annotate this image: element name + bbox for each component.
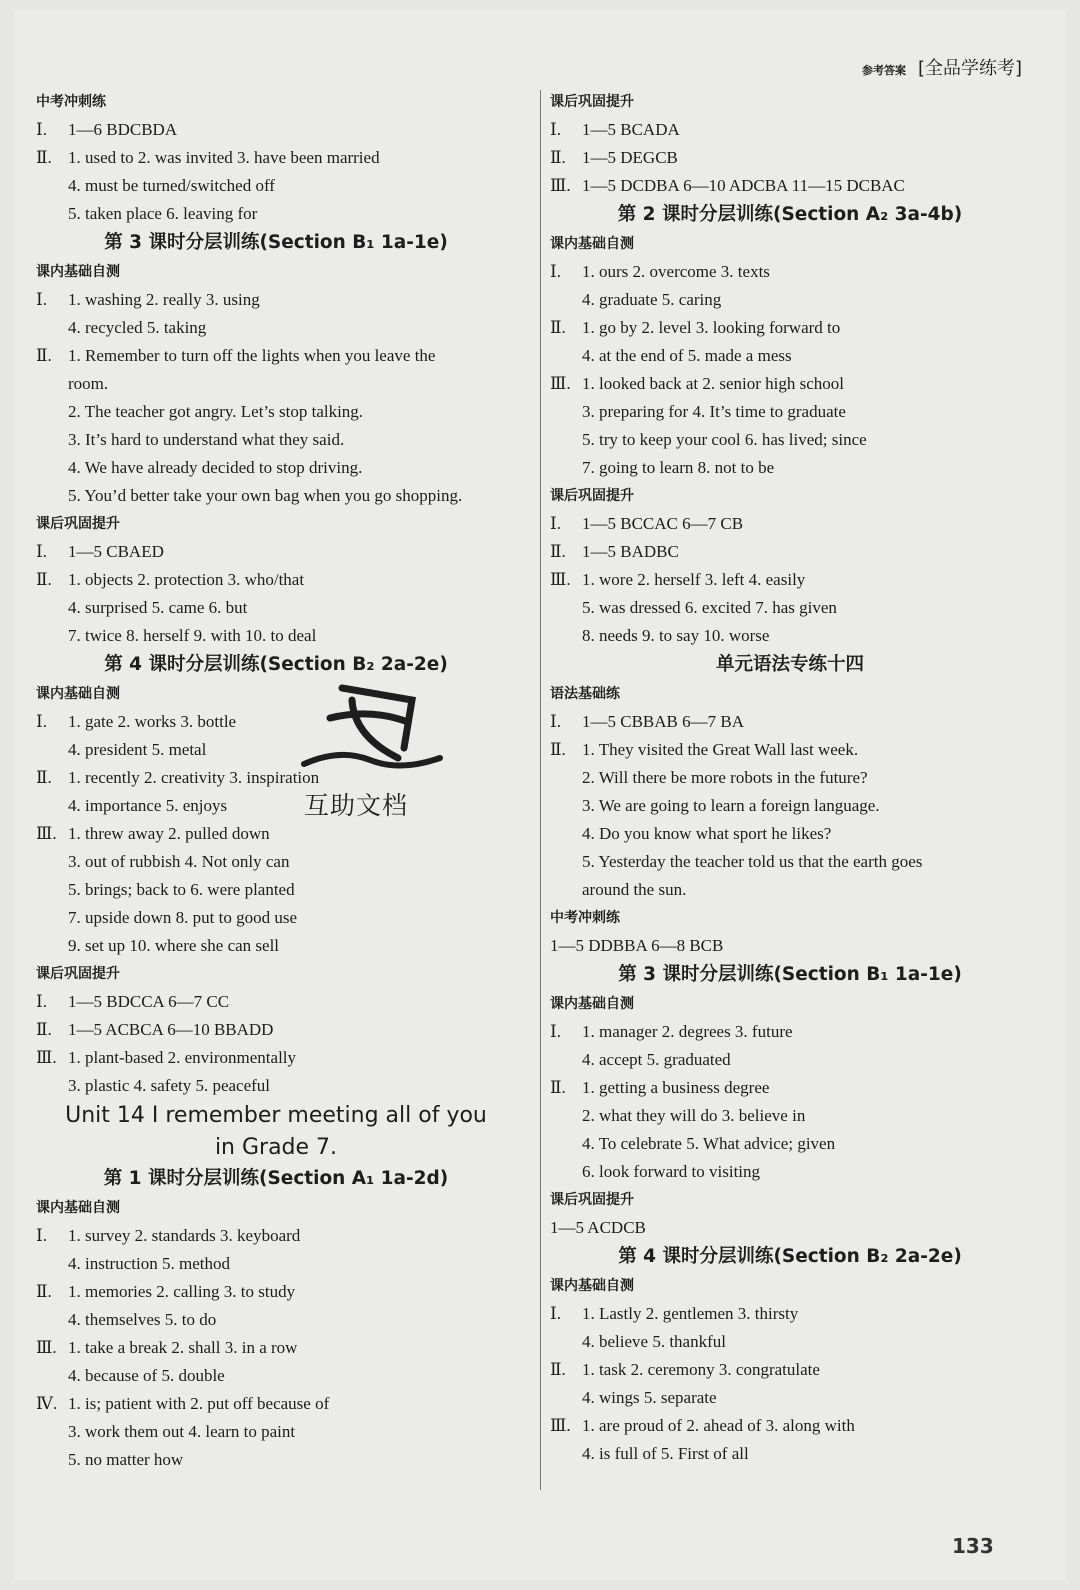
section-heading — [550, 1186, 1030, 1214]
question-number: Ⅱ. — [36, 570, 52, 589]
answer-line — [36, 1222, 516, 1250]
answer-line — [36, 1306, 516, 1334]
question-number: Ⅱ. — [550, 148, 566, 167]
line-text: 1. are proud of 2. ahead of 3. along with — [582, 1416, 855, 1435]
answer-line — [550, 286, 1030, 314]
line-text: 课后巩固提升 — [550, 94, 634, 110]
answer-line — [36, 1250, 516, 1278]
line-text: 1—5 ACDCB — [550, 1218, 646, 1237]
line-text: 1. is; patient with 2. put off because of — [68, 1394, 330, 1413]
line-text: 1—5 DEGCB — [582, 148, 678, 167]
line-text: 1. gate 2. works 3. bottle — [68, 712, 237, 731]
answer-line — [36, 820, 516, 848]
answer-line — [36, 932, 516, 960]
answer-line — [550, 622, 1030, 650]
question-number: Ⅳ. — [36, 1394, 58, 1413]
line-text: 6. look forward to visiting — [582, 1162, 761, 1181]
line-text: 1. washing 2. really 3. using — [68, 290, 260, 309]
line-text: 7. twice 8. herself 9. with 10. to deal — [68, 626, 317, 645]
line-text: 7. upside down 8. put to good use — [68, 908, 298, 927]
answer-line — [36, 1418, 516, 1446]
answer-line — [36, 454, 516, 482]
answer-line — [550, 876, 1030, 904]
line-text: 1. used to 2. was invited 3. have been married — [68, 148, 380, 167]
line-text: 1. plant-based 2. environmentally — [68, 1048, 297, 1067]
line-text: 2. what they will do 3. believe in — [582, 1106, 806, 1125]
answer-line — [550, 594, 1030, 622]
answer-line — [550, 792, 1030, 820]
answer-line — [550, 116, 1030, 144]
question-number: Ⅱ. — [550, 542, 566, 561]
line-text: 1—5 BDCCA 6—7 CC — [68, 992, 230, 1011]
section-heading — [36, 960, 516, 988]
line-text: 1. objects 2. protection 3. who/that — [68, 570, 305, 589]
line-text: 4. graduate 5. caring — [582, 290, 722, 309]
answer-line — [36, 426, 516, 454]
section-heading — [550, 904, 1030, 932]
question-number: Ⅱ. — [36, 1282, 52, 1301]
answer-line — [36, 876, 516, 904]
answer-line — [36, 342, 516, 370]
answer-line — [550, 398, 1030, 426]
answer-line — [550, 1412, 1030, 1440]
question-number: Ⅱ. — [550, 318, 566, 337]
question-number: Ⅱ. — [550, 740, 566, 759]
answer-line — [36, 1446, 516, 1474]
line-text: 课内基础自测 — [36, 1200, 120, 1216]
section-heading — [36, 88, 516, 116]
answer-page — [14, 10, 1066, 1580]
unit-title — [36, 1100, 516, 1132]
line-text: 1—5 ACBCA 6—10 BBADD — [68, 1020, 274, 1039]
line-text: 课后巩固提升 — [550, 488, 634, 504]
answer-line — [550, 370, 1030, 398]
answer-line — [550, 820, 1030, 848]
line-text: 1—5 CBAED — [68, 542, 164, 561]
answer-line — [36, 200, 516, 228]
question-number: Ⅲ. — [550, 176, 571, 195]
lesson-title — [550, 200, 1030, 230]
line-text: 4. importance 5. enjoys — [68, 796, 228, 815]
answer-line — [550, 1046, 1030, 1074]
line-text: 5. brings; back to 6. were planted — [68, 880, 295, 899]
answer-line — [550, 144, 1030, 172]
answer-line — [36, 594, 516, 622]
line-text: 课内基础自测 — [550, 996, 634, 1012]
line-text: 4. surprised 5. came 6. but — [68, 598, 248, 617]
line-text: 4. must be turned/switched off — [68, 176, 275, 195]
line-text: 4. believe 5. thankful — [582, 1332, 726, 1351]
question-number: Ⅰ. — [550, 514, 561, 533]
answer-line — [550, 538, 1030, 566]
line-text: 5. taken place 6. leaving for — [68, 204, 258, 223]
line-text: 4. is full of 5. First of all — [582, 1444, 749, 1463]
line-text: 第 4 课时分层训练(Section B₂ 2a-2e) — [104, 654, 448, 675]
question-number: Ⅲ. — [550, 570, 571, 589]
page-header — [862, 54, 1022, 80]
answer-line — [36, 144, 516, 172]
answer-line — [36, 370, 516, 398]
line-text: 4. recycled 5. taking — [68, 318, 207, 337]
section-heading — [550, 482, 1030, 510]
line-text: 1. threw away 2. pulled down — [68, 824, 270, 843]
line-text: 1. go by 2. level 3. looking forward to — [582, 318, 841, 337]
question-number: Ⅰ. — [36, 290, 47, 309]
line-text: 4. because of 5. double — [68, 1366, 225, 1385]
section-heading — [36, 510, 516, 538]
question-number: Ⅲ. — [36, 824, 57, 843]
answer-line — [550, 1384, 1030, 1412]
line-text: 1. manager 2. degrees 3. future — [582, 1022, 793, 1041]
answer-line — [36, 848, 516, 876]
column-divider — [540, 90, 541, 1490]
answer-line — [36, 1334, 516, 1362]
line-text: 4. wings 5. separate — [582, 1388, 717, 1407]
question-number: Ⅲ. — [36, 1048, 57, 1067]
line-text: 第 3 课时分层训练(Section B₁ 1a-1e) — [104, 232, 448, 253]
lesson-title — [36, 650, 516, 680]
answer-line — [550, 932, 1030, 960]
answer-line — [36, 314, 516, 342]
line-text: 3. It’s hard to understand what they said. — [68, 430, 345, 449]
lesson-title — [550, 960, 1030, 990]
question-number: Ⅰ. — [550, 120, 561, 139]
lesson-title — [36, 228, 516, 258]
line-text: 第 2 课时分层训练(Section A₂ 3a-4b) — [617, 204, 963, 225]
answer-line — [550, 764, 1030, 792]
answer-line — [550, 736, 1030, 764]
question-number: Ⅲ. — [550, 1416, 571, 1435]
line-text: 1. take a break 2. shall 3. in a row — [68, 1338, 298, 1357]
line-text: 课内基础自测 — [550, 1278, 634, 1294]
answer-line — [550, 1130, 1030, 1158]
line-text: 3. plastic 4. safety 5. peaceful — [68, 1076, 271, 1095]
line-text: 4. To celebrate 5. What advice; given — [582, 1134, 836, 1153]
answer-line — [550, 1074, 1030, 1102]
line-text: 4. president 5. metal — [68, 740, 207, 759]
question-number: Ⅱ. — [550, 1078, 566, 1097]
section-heading — [550, 990, 1030, 1018]
answer-line — [550, 1102, 1030, 1130]
answer-line — [36, 1016, 516, 1044]
line-text: 单元语法专练十四 — [715, 654, 864, 675]
line-text: 4. accept 5. graduated — [582, 1050, 731, 1069]
answer-line — [550, 566, 1030, 594]
line-text: 4. at the end of 5. made a mess — [582, 346, 792, 365]
watermark-logo — [300, 678, 450, 818]
watermark-text: 互助文档 — [304, 791, 409, 820]
line-text: 1—5 DCDBA 6—10 ADCBA 11—15 DCBAC — [582, 176, 905, 195]
answer-line — [550, 708, 1030, 736]
line-text: 1. ours 2. overcome 3. texts — [582, 262, 770, 281]
line-text: 1. Lastly 2. gentlemen 3. thirsty — [582, 1304, 799, 1323]
answer-line — [36, 904, 516, 932]
answer-line — [550, 848, 1030, 876]
line-text: 5. no matter how — [68, 1450, 184, 1469]
answer-line — [550, 1440, 1030, 1468]
answer-line — [36, 1278, 516, 1306]
answer-line — [550, 426, 1030, 454]
line-text: 4. instruction 5. method — [68, 1254, 230, 1273]
question-number: Ⅰ. — [36, 992, 47, 1011]
line-text: 5. You’d better take your own bag when you go shopping. — [68, 486, 463, 505]
section-heading — [36, 1194, 516, 1222]
line-text: 3. We are going to learn a foreign language. — [582, 796, 880, 815]
answer-line — [550, 1300, 1030, 1328]
line-text: 3. out of rubbish 4. Not only can — [68, 852, 290, 871]
line-text: 1—5 CBBAB 6—7 BA — [582, 712, 744, 731]
section-heading — [550, 88, 1030, 116]
question-number: Ⅰ. — [550, 1304, 561, 1323]
line-text: 课内基础自测 — [36, 264, 120, 280]
line-text: 1—6 BDCBDA — [68, 120, 178, 139]
section-heading — [550, 680, 1030, 708]
line-text: 课内基础自测 — [550, 236, 634, 252]
answer-line — [36, 988, 516, 1016]
line-text: 4. We have already decided to stop driving. — [68, 458, 363, 477]
section-heading — [550, 230, 1030, 258]
line-text: in Grade 7. — [214, 1135, 338, 1160]
line-text: 5. was dressed 6. excited 7. has given — [582, 598, 837, 617]
answer-line — [550, 1356, 1030, 1384]
question-number: Ⅱ. — [550, 1360, 566, 1379]
question-number: Ⅱ. — [36, 148, 52, 167]
question-number: Ⅲ. — [550, 374, 571, 393]
line-text: 1—5 DDBBA 6—8 BCB — [550, 936, 724, 955]
line-text: 9. set up 10. where she can sell — [68, 936, 280, 955]
question-number: Ⅱ. — [36, 1020, 52, 1039]
answer-line — [36, 566, 516, 594]
answer-line — [550, 510, 1030, 538]
question-number: Ⅰ. — [36, 542, 47, 561]
question-number: Ⅰ. — [36, 712, 47, 731]
question-number: Ⅲ. — [36, 1338, 57, 1357]
line-text: 5. try to keep your cool 6. has lived; since — [582, 430, 867, 449]
answer-line — [36, 1044, 516, 1072]
line-text: room. — [68, 374, 109, 393]
question-number: Ⅱ. — [36, 768, 52, 787]
lesson-title — [550, 1242, 1030, 1272]
line-text: 课内基础自测 — [36, 686, 120, 702]
line-text: 1—5 BADBC — [582, 542, 679, 561]
answer-line — [36, 1390, 516, 1418]
line-text: 3. preparing for 4. It’s time to graduate — [582, 402, 846, 421]
line-text: 1. recently 2. creativity 3. inspiration — [68, 768, 320, 787]
line-text: 第 4 课时分层训练(Section B₂ 2a-2e) — [618, 1246, 962, 1267]
answer-line — [550, 258, 1030, 286]
answer-line — [36, 538, 516, 566]
question-number: Ⅰ. — [550, 712, 561, 731]
line-text: 8. needs 9. to say 10. worse — [582, 626, 770, 645]
line-text: 中考冲刺练 — [36, 94, 106, 110]
answer-line — [36, 172, 516, 200]
answer-line — [36, 1072, 516, 1100]
question-number: Ⅱ. — [36, 346, 52, 365]
section-heading — [36, 258, 516, 286]
section-heading — [550, 1272, 1030, 1300]
answer-line — [550, 1158, 1030, 1186]
question-number: Ⅰ. — [550, 1022, 561, 1041]
line-text: 4. Do you know what sport he likes? — [582, 824, 832, 843]
question-number: Ⅰ. — [36, 120, 47, 139]
line-text: 1—5 BCADA — [582, 120, 680, 139]
answer-line — [550, 454, 1030, 482]
line-text: 5. Yesterday the teacher told us that the earth goes — [582, 852, 923, 871]
line-text: 1. task 2. ceremony 3. congratulate — [582, 1360, 820, 1379]
header-brand: [全品学练考] — [917, 58, 1022, 79]
question-number: Ⅰ. — [36, 1226, 47, 1245]
line-text: 1. getting a business degree — [582, 1078, 770, 1097]
lesson-title — [550, 650, 1030, 680]
line-text: 第 3 课时分层训练(Section B₁ 1a-1e) — [618, 964, 962, 985]
watermark-mark-icon — [300, 678, 450, 788]
line-text: 3. work them out 4. learn to paint — [68, 1422, 296, 1441]
line-text: 2. The teacher got angry. Let’s stop talking. — [68, 402, 364, 421]
line-text: Unit 14 I remember meeting all of you — [65, 1103, 487, 1128]
answer-line — [36, 286, 516, 314]
answer-line — [550, 1018, 1030, 1046]
line-text: 1. looked back at 2. senior high school — [582, 374, 845, 393]
line-text: 2. Will there be more robots in the future? — [582, 768, 868, 787]
line-text: 1. They visited the Great Wall last week. — [582, 740, 859, 759]
page-number: 133 — [952, 1534, 994, 1558]
line-text: 1. memories 2. calling 3. to study — [68, 1282, 296, 1301]
header-label: 参考答案 — [861, 64, 906, 77]
answer-line — [550, 314, 1030, 342]
right-column — [550, 88, 1030, 1468]
line-text: 中考冲刺练 — [550, 910, 620, 926]
answer-line — [36, 1362, 516, 1390]
line-text: 课后巩固提升 — [36, 516, 120, 532]
line-text: 7. going to learn 8. not to be — [582, 458, 775, 477]
line-text: 语法基础练 — [550, 686, 620, 702]
line-text: 1. survey 2. standards 3. keyboard — [68, 1226, 301, 1245]
answer-line — [36, 398, 516, 426]
line-text: 1—5 BCCAC 6—7 CB — [582, 514, 744, 533]
line-text: 第 1 课时分层训练(Section A₁ 1a-2d) — [103, 1168, 449, 1189]
question-number: Ⅰ. — [550, 262, 561, 281]
line-text: 1. wore 2. herself 3. left 4. easily — [582, 570, 806, 589]
answer-line — [36, 116, 516, 144]
line-text: 课后巩固提升 — [36, 966, 120, 982]
line-text: 1. Remember to turn off the lights when you leave the — [68, 346, 436, 365]
line-text: around the sun. — [582, 880, 687, 899]
lesson-title — [36, 1164, 516, 1194]
answer-line — [36, 482, 516, 510]
answer-line — [550, 1214, 1030, 1242]
line-text: 4. themselves 5. to do — [68, 1310, 217, 1329]
answer-line — [550, 342, 1030, 370]
line-text: 课后巩固提升 — [550, 1192, 634, 1208]
unit-title — [36, 1132, 516, 1164]
answer-line — [36, 622, 516, 650]
answer-line — [550, 1328, 1030, 1356]
answer-line — [550, 172, 1030, 200]
